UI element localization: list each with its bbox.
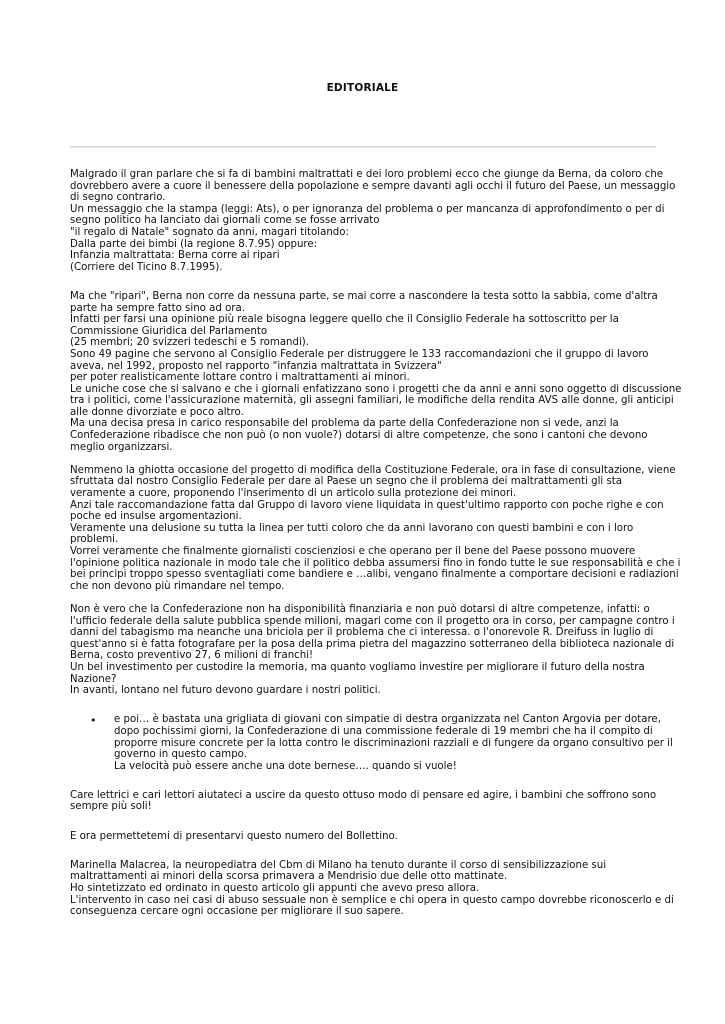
text-line: meglio organizzarsi. (70, 441, 173, 453)
text-line: maltrattamenti ai minori della scorsa primavera a Mendrisio due delle otto mattinate. (70, 871, 508, 883)
text-line: governo in questo campo. (114, 749, 247, 761)
text-line: Care lettrici e cari lettori aiutateci a uscire da questo ottuso modo di pensare ed agire, i bambini che soffrono sono (70, 789, 657, 801)
text-line: Dalla parte dei bimbi (la regione 8.7.95) oppure: (70, 238, 318, 250)
text-line: L'intervento in caso nei casi di abuso sessuale non è semplice e chi opera in questo campo dovrebbe riconoscerlo e di (70, 894, 674, 906)
text-line: tra i politici, come l'assicurazione maternità, gli assegni familiari, le modifiche della rendita AVS alle donne, gli anticipi (70, 395, 674, 407)
text-line: l'opinione politica nazionale in modo tale che il politico debba assumersi fino in fondo tutte le sue responsabilità e che i (70, 557, 681, 569)
text-line: Le uniche cose che si salvano e che i giornali enfatizzano sono i progetti che da anni e anni sono oggetto di discussione (70, 383, 682, 395)
text-line: di segno contrario. (70, 192, 166, 204)
text-line: Nazione? (70, 673, 117, 685)
text-line: Berna, costo preventivo 27, 6 milioni di franchi! (70, 650, 314, 662)
text-line: dopo pochissimi giorni, la Confederazione di una commissione federale di 19 membri che ha il compito di (114, 725, 653, 737)
horizontal-divider (70, 146, 656, 148)
text-line: veramente a cuore, proponendo l'inserimento di un articolo sulla protezione dei minori. (70, 488, 517, 500)
text-line: Vorrei veramente che finalmente giornalisti coscienziosi e che operano per il bene del Paese possono muovere (70, 546, 636, 557)
text-line: che non devono più rimandare nel tempo. (70, 580, 285, 592)
text-line: alle donne divorziate e poco altro. (70, 406, 244, 418)
text-line: Anzi tale raccomandazione fatta dal Gruppo di lavoro viene liquidata in quest'ultimo rapporto con poche righe e con (70, 499, 664, 511)
text-line: Un bel investimento per custodire la memoria, ma quanto vogliamo investire per migliorare il futuro della nostra (70, 661, 645, 673)
text-line: La velocità può essere anche una dote bernese…. quando si vuole! (114, 760, 457, 772)
text-line: Sono 49 pagine che servono al Consiglio Federale per distruggere le 133 raccomandazioni che il gruppo di lavoro (70, 348, 649, 360)
paragraph (70, 859, 674, 918)
text-line: "il regalo di Natale" sognato da anni, magari titolando: (70, 226, 349, 238)
text-line: conseguenza cercare ogni occasione per migliorare il suo sapere. (70, 906, 404, 918)
text-line: In avanti, lontano nel futuro devono guardare i nostri politici. (70, 685, 381, 697)
paragraph (70, 464, 681, 593)
paragraph (70, 290, 682, 453)
bullet-list-item (70, 714, 673, 772)
text-line: dovrebbero avere a cuore il benessere della popolazione e sempre davanti agli occhi il futuro del Paese, un messaggio (70, 180, 676, 192)
text-line: Ma una decisa presa in carico responsabile del problema da parte della Confederazione non si vede, anzi la (70, 418, 619, 430)
paragraph (70, 790, 656, 813)
text-line: quest'anno si è fatta fotografare per la posa della prima pietra del magazzino sotterraneo della biblioteca nazionale di (70, 638, 675, 650)
text-line: Marinella Malacrea, la neuropediatra del Cbm di Milano ha tenuto durante il corso di sensibilizzazione sui (70, 859, 607, 871)
text-line: per poter realisticamente lottare contro i maltrattamenti ai minori. (70, 372, 410, 384)
editorial-body (70, 169, 682, 918)
text-line: e poi… è bastata una grigliata di giovani con simpatie di destra organizzata nel Canton Argovia per dotare, (114, 714, 661, 726)
text-line: parte ha sempre fatto sino ad ora. (70, 302, 245, 314)
text-line: Infanzia maltrattata: Berna corre ai ripari (70, 250, 280, 262)
text-line: Malgrado il gran parlare che si fa di bambini maltrattati e dei loro problemi ecco che giunge da Berna, da coloro che (70, 169, 664, 180)
text-line: Commissione Giuridica del Parlamento (70, 325, 268, 337)
text-line: Ma che "ripari", Berna non corre da nessuna parte, se mai corre a nascondere la testa sotto la sabbia, come d'altra (70, 290, 658, 302)
text-line: (25 membri; 20 svizzeri tedeschi e 5 romandi). (70, 337, 310, 349)
text-line: Infatti per farsi una opinione più reale bisogna leggere quello che il Consiglio Federale ha sottoscritto per la (70, 314, 619, 326)
text-line: bei principi troppo spesso sventagliati come bandiere e …alibi, vengano finalmente a comportare decisioni e radiazioni (70, 569, 679, 581)
text-line: l'ufficio federale della salute pubblica spende milioni, magari come con il progetto ora in corso, per campagne contro i (70, 615, 675, 627)
text-line: Un messaggio che la stampa (leggi: Ats), o per ignoranza del problema o per mancanza di approfondimento o per di (70, 203, 665, 215)
page-title: EDITORIALE (326, 82, 399, 94)
text-line: aveva, nel 1992, proposto nel rapporto "infanzia maltrattata in Svizzera" (70, 360, 442, 372)
text-line: (Corriere del Ticino 8.7.1995). (70, 261, 223, 273)
text-line: proporre misure concrete per la lotta contro le discriminazioni razziali e di fungere da organo consultivo per il (114, 737, 673, 749)
paragraph (70, 169, 676, 273)
bullet-icon: • (90, 714, 97, 728)
text-line: segno politico ha lanciato dai giornali come se fosse arrivato (70, 215, 380, 227)
text-line: sfruttata dal nostro Consiglio Federale per dare al Paese un segno che il problema dei maltrattamenti gli sta (70, 476, 623, 488)
paragraph (70, 831, 656, 843)
text-line: sempre più soli! (70, 801, 152, 813)
text-line: Ho sintetizzato ed ordinato in questo articolo gli appunti che avevo preso allora. (70, 883, 480, 895)
text-line: poche ed insulse argomentazioni. (70, 511, 242, 523)
paragraph (70, 603, 675, 697)
text-line: danni del tabagismo ma neanche una briciola per il problema che ci interessa. o l'onorevole R. Dreifuss in luglio di (70, 627, 654, 639)
text-line: Nemmeno la ghiotta occasione del progetto di modifica della Costituzione Federale, ora in fase di consultazione, viene (70, 464, 676, 476)
text-line: Confederazione ribadisce che non può (o non vuole?) dotarsi di altre competenze, che sono i cantoni che devono (70, 430, 648, 442)
text-line: problemi. (70, 534, 119, 546)
text-line: Non è vero che la Confederazione non ha disponibilità finanziaria e non può dotarsi di altre competenze, infatti: o (70, 603, 650, 615)
text-line: E ora permettetemi di presentarvi questo numero del Bollettino. (70, 830, 398, 842)
text-line: Veramente una delusione su tutta la linea per tutti coloro che da anni lavorano con questi bambini e con i loro (70, 522, 634, 534)
